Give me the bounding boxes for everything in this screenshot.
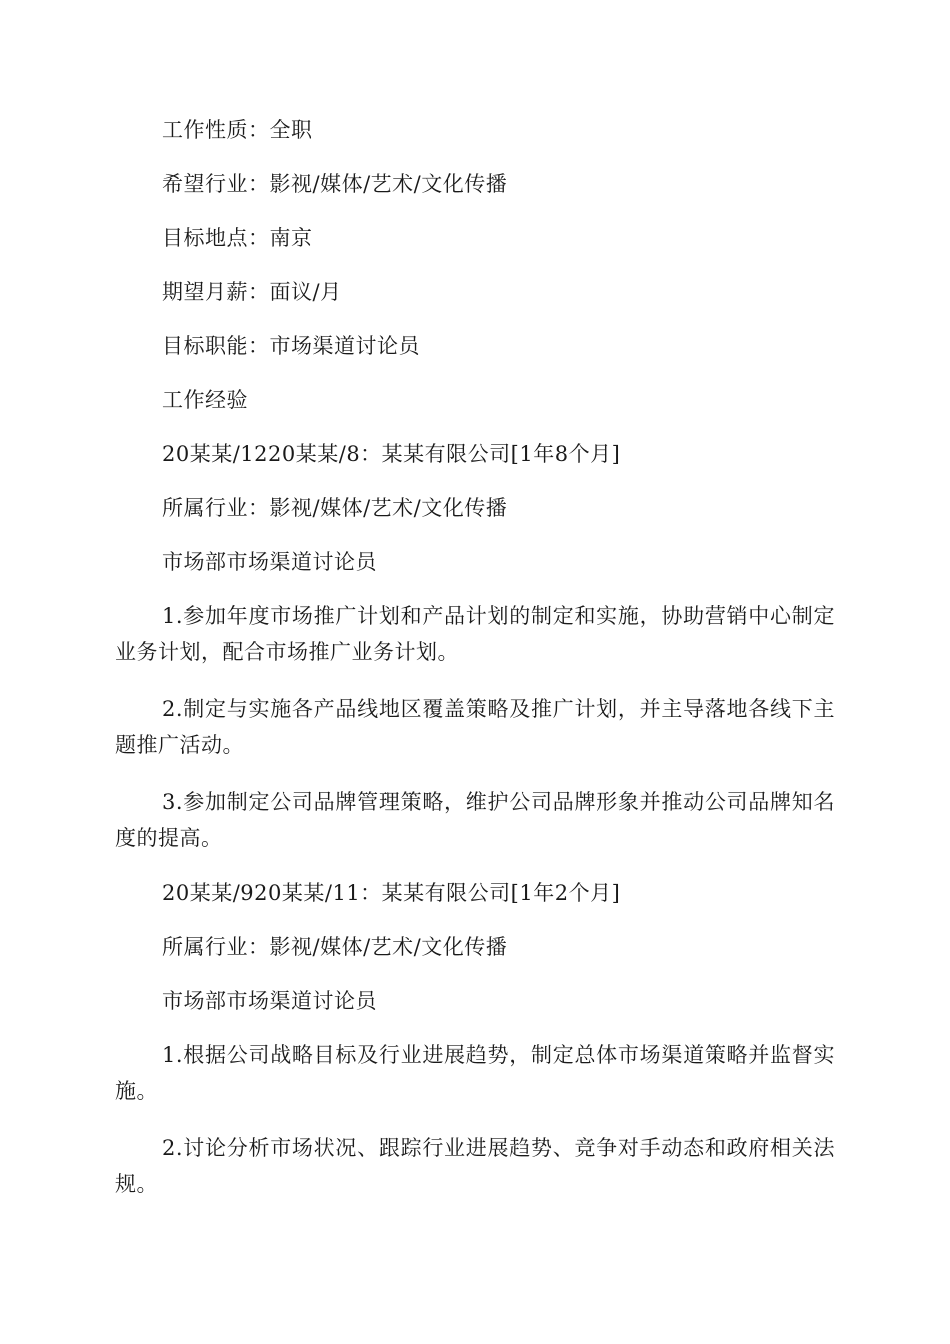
- job-nature: 工作性质：全职: [162, 118, 313, 142]
- job1-duty-3: 3.参加制定公司品牌管理策略，维护公司品牌形象并推动公司品牌知名度的提高。: [115, 790, 835, 850]
- target-location: 目标地点：南京: [162, 226, 313, 250]
- job2-duty-2: 2.讨论分析市场状况、跟踪行业进展趋势、竞争对手动态和政府相关法规。: [115, 1136, 835, 1196]
- job2-period: 20某某/920某某/11：某某有限公司[1年2个月]: [162, 881, 621, 905]
- job1-title: 市场部市场渠道讨论员: [162, 550, 377, 574]
- job2-industry: 所属行业：影视/媒体/艺术/文化传播: [162, 935, 508, 959]
- job1-duty-2: 2.制定与实施各产品线地区覆盖策略及推广计划，并主导落地各线下主题推广活动。: [115, 697, 835, 757]
- section-heading-work-experience: 工作经验: [162, 388, 248, 412]
- job1-period: 20某某/1220某某/8：某某有限公司[1年8个月]: [162, 442, 621, 466]
- job1-industry: 所属行业：影视/媒体/艺术/文化传播: [162, 496, 508, 520]
- job1-duty-1: 1.参加年度市场推广计划和产品计划的制定和实施，协助营销中心制定业务计划，配合市场推广业务计划。: [115, 604, 835, 664]
- desired-industry: 希望行业：影视/媒体/艺术/文化传播: [162, 172, 508, 196]
- target-function: 目标职能：市场渠道讨论员: [162, 334, 420, 358]
- job2-title: 市场部市场渠道讨论员: [162, 989, 377, 1013]
- job2-duty-1: 1.根据公司战略目标及行业进展趋势，制定总体市场渠道策略并监督实施。: [115, 1043, 835, 1103]
- expected-salary: 期望月薪：面议/月: [162, 280, 342, 304]
